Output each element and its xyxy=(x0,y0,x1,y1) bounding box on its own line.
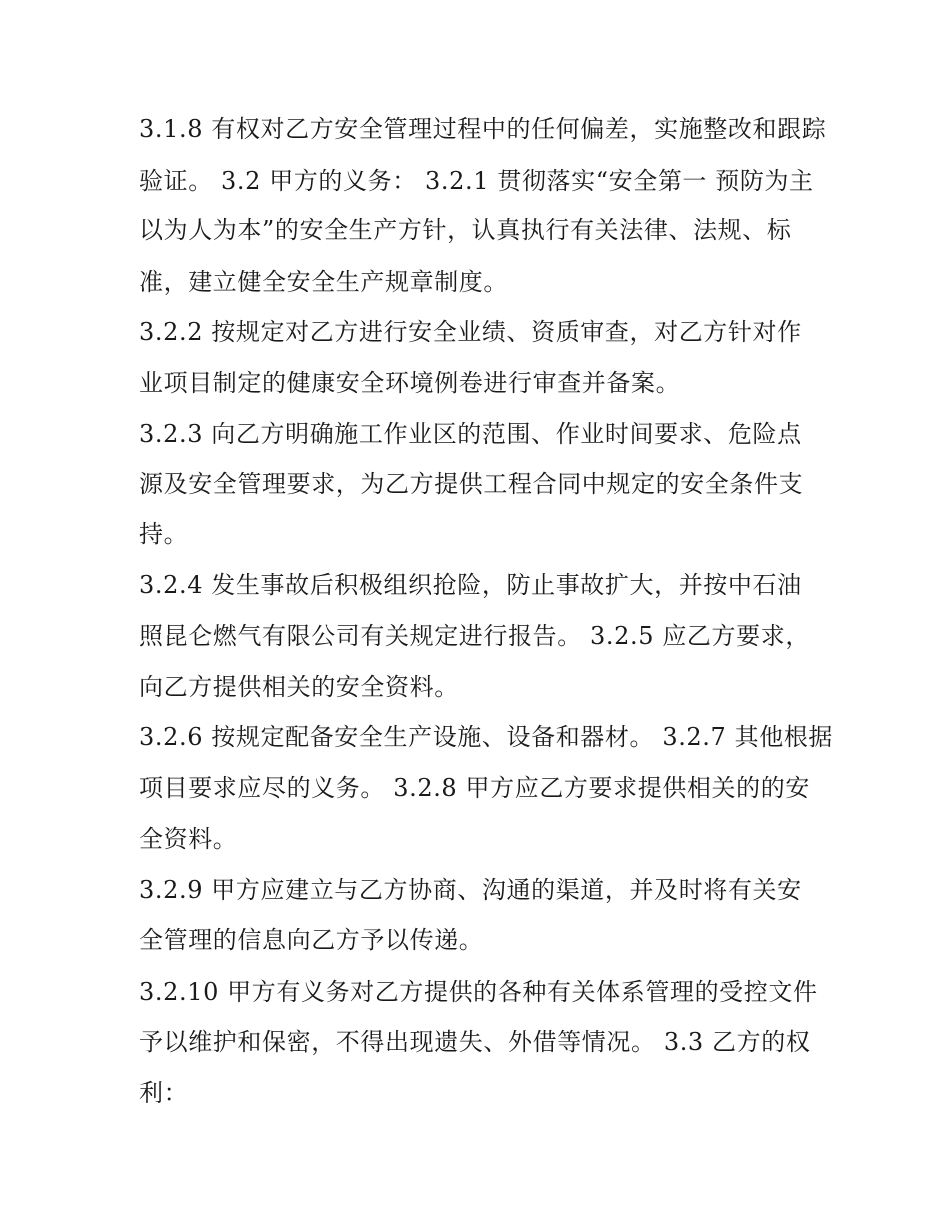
text-line: 3.2.3 向乙方明确施工作业区的范围、作业时间要求、危险点 xyxy=(139,420,802,448)
text-line: 照昆仑燃气有限公司有关规定进行报告。 3.2.5 应乙方要求， xyxy=(139,622,810,650)
text-line: 3.2.9 甲方应建立与乙方协商、沟通的渠道，并及时将有关安 xyxy=(139,876,802,904)
text-line: 全管理的信息向乙方予以传递。 xyxy=(139,926,484,954)
text-line: 向乙方提供相关的安全资料。 xyxy=(139,673,459,701)
text-line: 3.1.8 有权对乙方安全管理过程中的任何偏差，实施整改和跟踪 xyxy=(139,115,827,143)
text-line: 3.2.6 按规定配备安全生产设施、设备和器材。 3.2.7 其他根据 xyxy=(139,723,834,751)
text-line: 全资料。 xyxy=(139,825,238,853)
text-line: 源及安全管理要求，为乙方提供工程合同中规定的安全条件支 xyxy=(139,470,804,498)
text-line: 予以维护和保密，不得出现遗失、外借等情况。 3.3 乙方的权 xyxy=(139,1028,811,1056)
text-line: 持。 xyxy=(139,520,189,548)
text-line: 利： xyxy=(139,1079,189,1107)
text-line: 3.2.10 甲方有义务对乙方提供的各种有关体系管理的受控文件 xyxy=(139,978,818,1006)
text-line: 以为人为本”的安全生产方针，认真执行有关法律、法规、标 xyxy=(139,216,792,244)
text-line: 项目要求应尽的义务。 3.2.8 甲方应乙方要求提供相关的的安 xyxy=(139,774,810,802)
text-line: 业项目制定的健康安全环境例卷进行审查并备案。 xyxy=(139,369,681,397)
text-line: 准，建立健全安全生产规章制度。 xyxy=(139,268,508,296)
text-line: 3.2.2 按规定对乙方进行安全业绩、资质审查，对乙方针对作 xyxy=(139,318,802,346)
text-line: 3.2.4 发生事故后积极组织抢险，防止事故扩大，并按中石油 xyxy=(139,571,802,599)
text-line: 验证。 3.2 甲方的义务： 3.2.1 贯彻落实“安全第一 预防为主 xyxy=(139,167,814,195)
